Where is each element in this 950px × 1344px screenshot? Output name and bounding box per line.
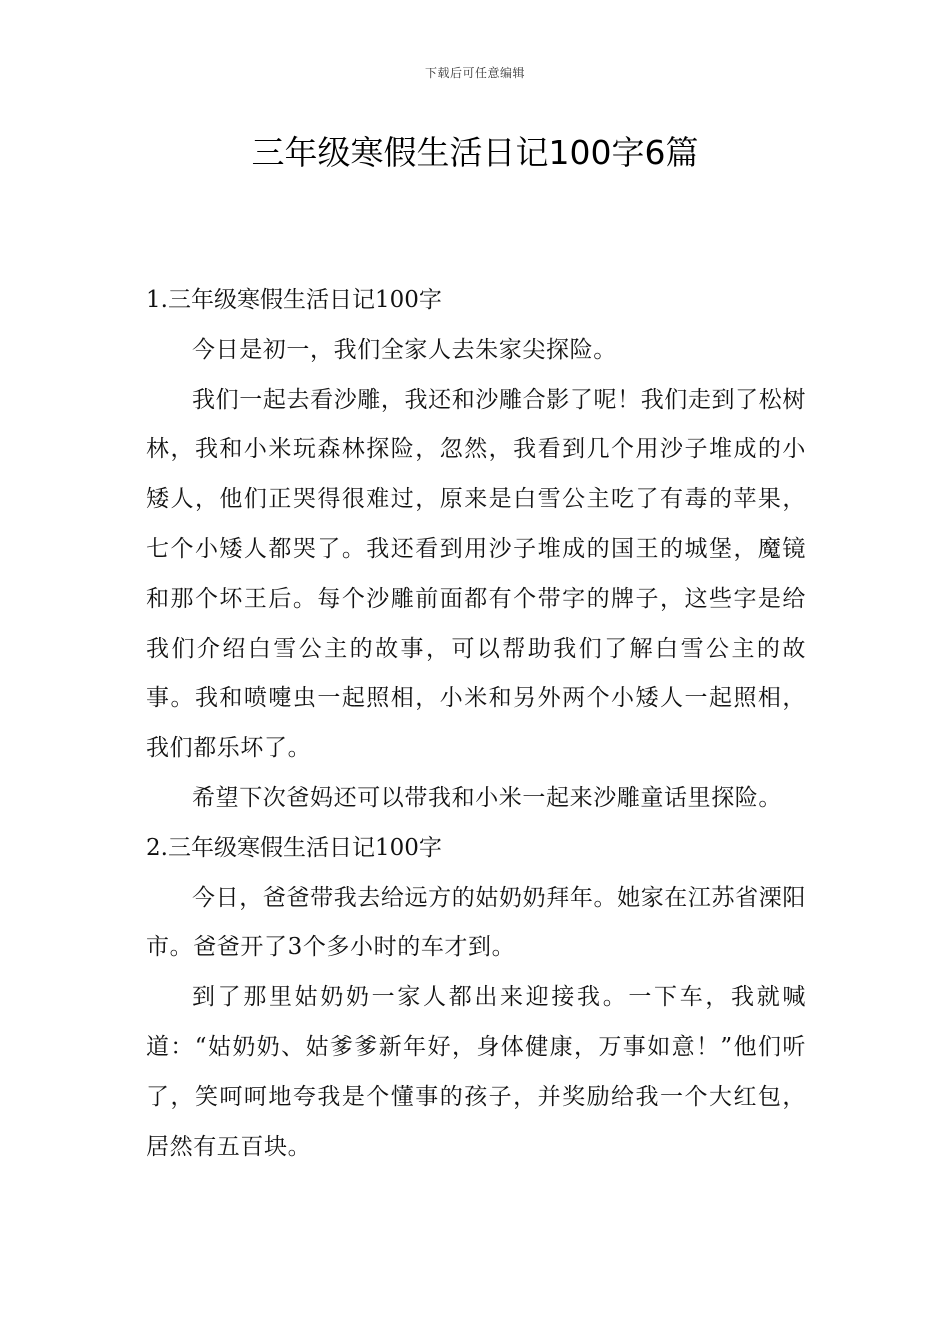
paragraph: 今日，爸爸带我去给远方的姑奶奶拜年。她家在江苏省溧阳市。爸爸开了3个多小时的车才到。 xyxy=(146,884,806,961)
paragraph: 今日是初一，我们全家人去朱家尖探险。 xyxy=(192,336,617,363)
document-title: 三年级寒假生活日记100字6篇 xyxy=(251,133,699,172)
document-body xyxy=(146,276,806,1172)
section-heading: 2.三年级寒假生活日记100字 xyxy=(146,834,442,861)
paragraph: 到了那里姑奶奶一家人都出来迎接我。一下车，我就喊道：“姑奶奶、姑爹爹新年好，身体健康，万事如意！”他们听了，笑呵呵地夸我是个懂事的孩子，并奖励给我一个大红包，居然有五百块。 xyxy=(146,984,806,1160)
diary-section-1 xyxy=(146,276,806,824)
section-heading: 1.三年级寒假生活日记100字 xyxy=(146,287,442,313)
page-header-note: 下载后可任意编辑 xyxy=(424,66,525,80)
paragraph: 我们一起去看沙雕，我还和沙雕合影了呢！我们走到了松树林，我和小米玩森林探险，忽然，我看到几个用沙子堆成的小矮人，他们正哭得很难过，原来是白雪公主吃了有毒的苹果，七个小矮人都哭了。我还看到用沙子堆成的国王的城堡，魔镜和那个坏王后。每个沙雕前面都有个带字的牌子，这些字是给我们介绍白雪公主的故事，可以帮助我们了解白雪公主的故事。我和喷嚏虫一起照相，小米和另外两个小矮人一起照相，我们都乐坏了。 xyxy=(146,386,806,762)
paragraph: 希望下次爸妈还可以带我和小米一起来沙雕童话里探险。 xyxy=(192,784,782,811)
diary-section-2 xyxy=(146,824,806,1173)
